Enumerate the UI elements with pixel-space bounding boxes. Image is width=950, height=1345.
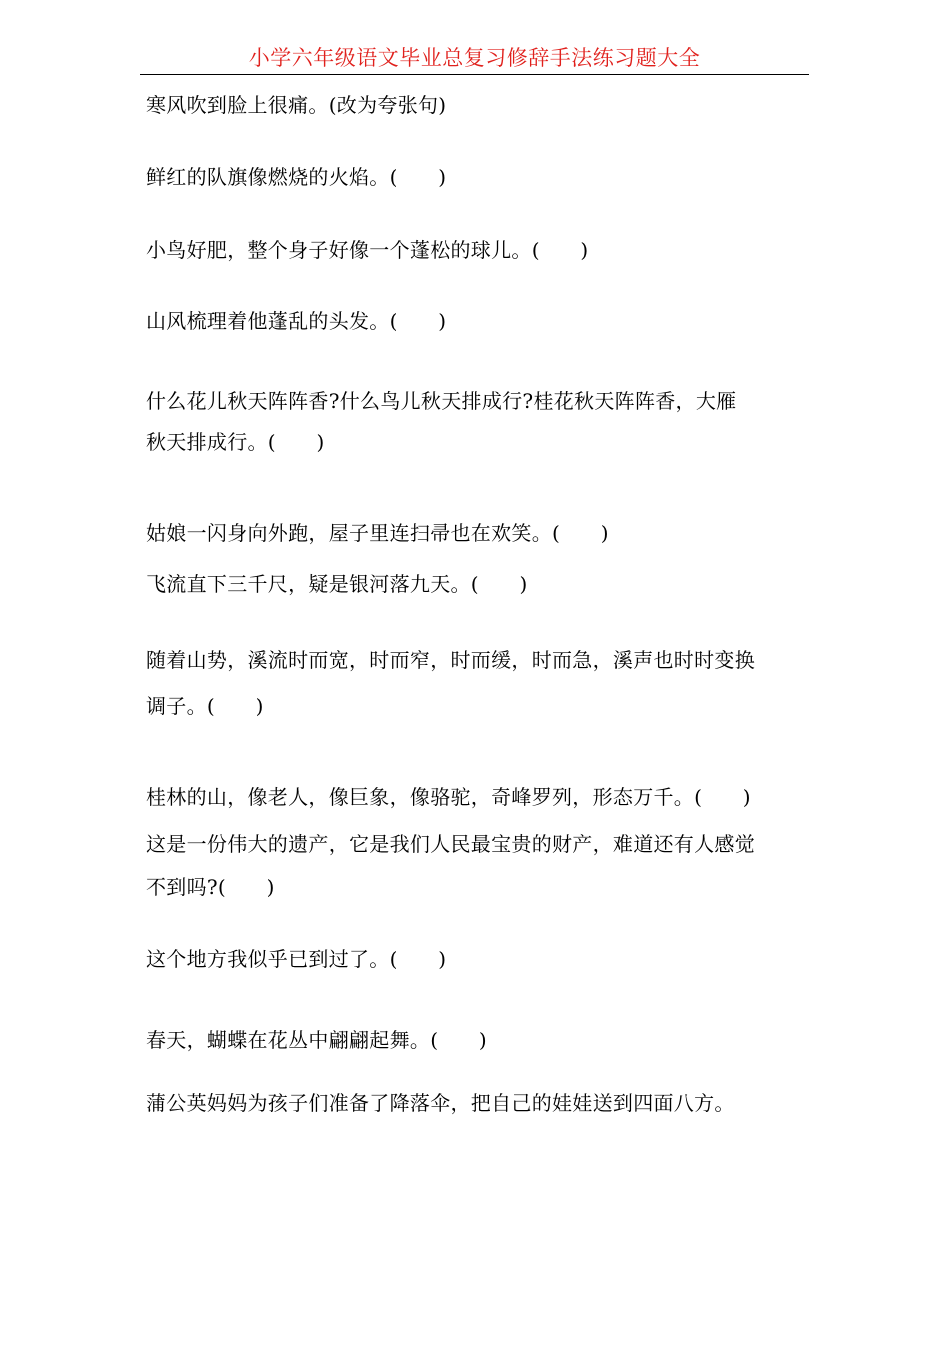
- exercise-line-10: 这是一份伟大的遗产，它是我们人民最宝贵的财产，难道还有人感觉: [146, 832, 755, 856]
- exercise-line-2: 鲜红的队旗像燃烧的火焰。( ): [146, 165, 447, 189]
- page-title: 小学六年级语文毕业总复习修辞手法练习题大全: [248, 46, 701, 70]
- exercise-line-13: 蒲公英妈妈为孩子们准备了降落伞，把自己的娃娃送到四面八方。: [146, 1091, 735, 1115]
- page-header: [140, 38, 809, 75]
- exercise-line-8: 随着山势，溪流时而宽，时而窄，时而缓，时而急，溪声也时时变换: [146, 648, 755, 672]
- exercise-line-7: 飞流直下三千尺，疑是银河落九天。( ): [146, 572, 528, 596]
- exercise-line-3: 小鸟好肥，整个身子好像一个蓬松的球儿。( ): [146, 238, 589, 262]
- exercise-line-5: 什么花儿秋天阵阵香?什么鸟儿秋天排成行?桂花秋天阵阵香，大雁: [146, 389, 737, 413]
- exercise-line-12: 春天，蝴蝶在花丛中翩翩起舞。( ): [146, 1028, 488, 1052]
- exercise-line-1: 寒风吹到脸上很痛。(改为夸张句): [146, 93, 447, 117]
- exercise-line-6: 姑娘一闪身向外跑，屋子里连扫帚也在欢笑。( ): [146, 521, 609, 545]
- exercise-line-5-cont: 秋天排成行。( ): [146, 430, 325, 454]
- exercise-line-11: 这个地方我似乎已到过了。( ): [146, 947, 447, 971]
- exercise-line-10-cont: 不到吗?( ): [146, 875, 275, 899]
- exercise-line-4: 山风梳理着他蓬乱的头发。( ): [146, 309, 447, 333]
- exercise-line-9: 桂林的山，像老人，像巨象，像骆驼，奇峰罗列，形态万千。( ): [146, 785, 751, 809]
- exercise-line-8-cont: 调子。( ): [146, 694, 264, 718]
